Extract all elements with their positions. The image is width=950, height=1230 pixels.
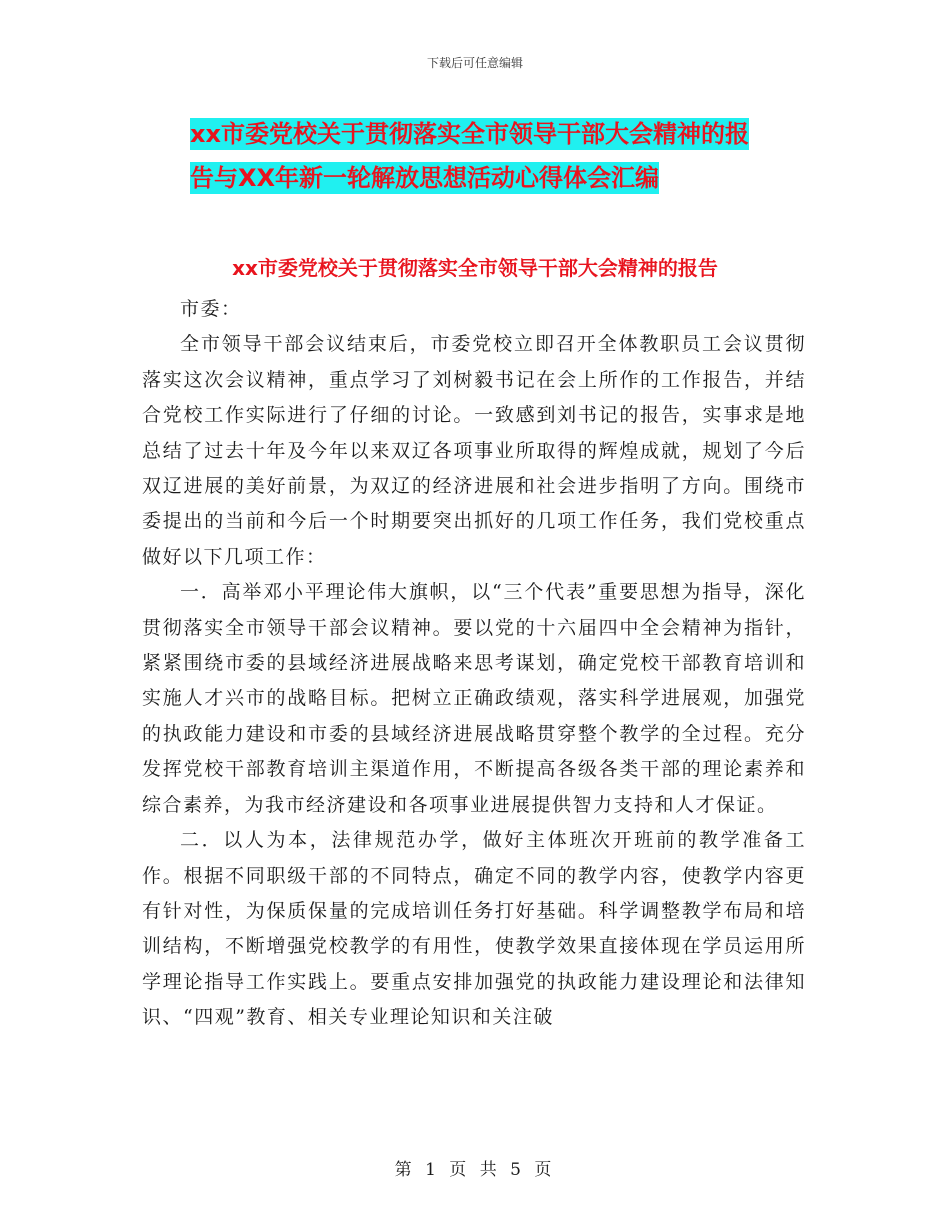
page-header-note: 下载后可任意编辑: [426, 56, 523, 70]
section-title: xx市委党校关于贯彻落实全市领导干部大会精神的报告: [232, 256, 718, 280]
document-body: [142, 292, 806, 1036]
page-footer-number: 第 1 页 共 5 页: [394, 1160, 556, 1180]
paragraph-item-1: 一．高举邓小平理论伟大旗帜，以“三个代表”重要思想为指导，深化贯彻落实全市领导干部会议精神。要以党的十六届四中全会精神为指针，紧紧围绕市委的县域经济进展战略来思考谋划，确定党校干部教育培训和实施人才兴市的战略目标。把树立正确政绩观，落实科学进展观，加强党的执政能力建设和市委的县域经济进展战略贯穿整个教学的全过程。充分发挥党校干部教育培训主渠道作用，不断提高各级各类干部的理论素养和综合素养，为我市经济建设和各项事业进展提供智力支持和人才保证。: [142, 581, 806, 816]
salutation: 市委：: [180, 298, 242, 320]
paragraph-intro: 全市领导干部会议结束后，市委党校立即召开全体教职员工会议贯彻落实这次会议精神，重点学习了刘树毅书记在会上所作的工作报告，并结合党校工作实际进行了仔细的讨论。一致感到刘书记的报告，实事求是地总结了过去十年及今年以来双辽各项事业所取得的辉煌成就，规划了今后双辽进展的美好前景，为双辽的经济进展和社会进步指明了方向。围绕市委提出的当前和今后一个时期要突出抓好的几项工作任务，我们党校重点做好以下几项工作：: [142, 333, 806, 568]
main-title-line-2: 告与XX年新一轮解放思想活动心得体会汇编: [190, 164, 660, 192]
document-main-title: [190, 112, 810, 200]
main-title-line-1: xx市委党校关于贯彻落实全市领导干部大会精神的报: [190, 120, 749, 148]
paragraph-item-2: 二．以人为本，法律规范办学，做好主体班次开班前的教学准备工作。根据不同职级干部的不同特点，确定不同的教学内容，使教学内容更有针对性，为保质保量的完成培训任务打好基础。科学调整教学布局和培训结构，不断增强党校教学的有用性，使教学效果直接体现在学员运用所学理论指导工作实践上。要重点安排加强党的执政能力建设理论和法律知识、“四观”教育、相关专业理论知识和关注破: [142, 829, 806, 1029]
